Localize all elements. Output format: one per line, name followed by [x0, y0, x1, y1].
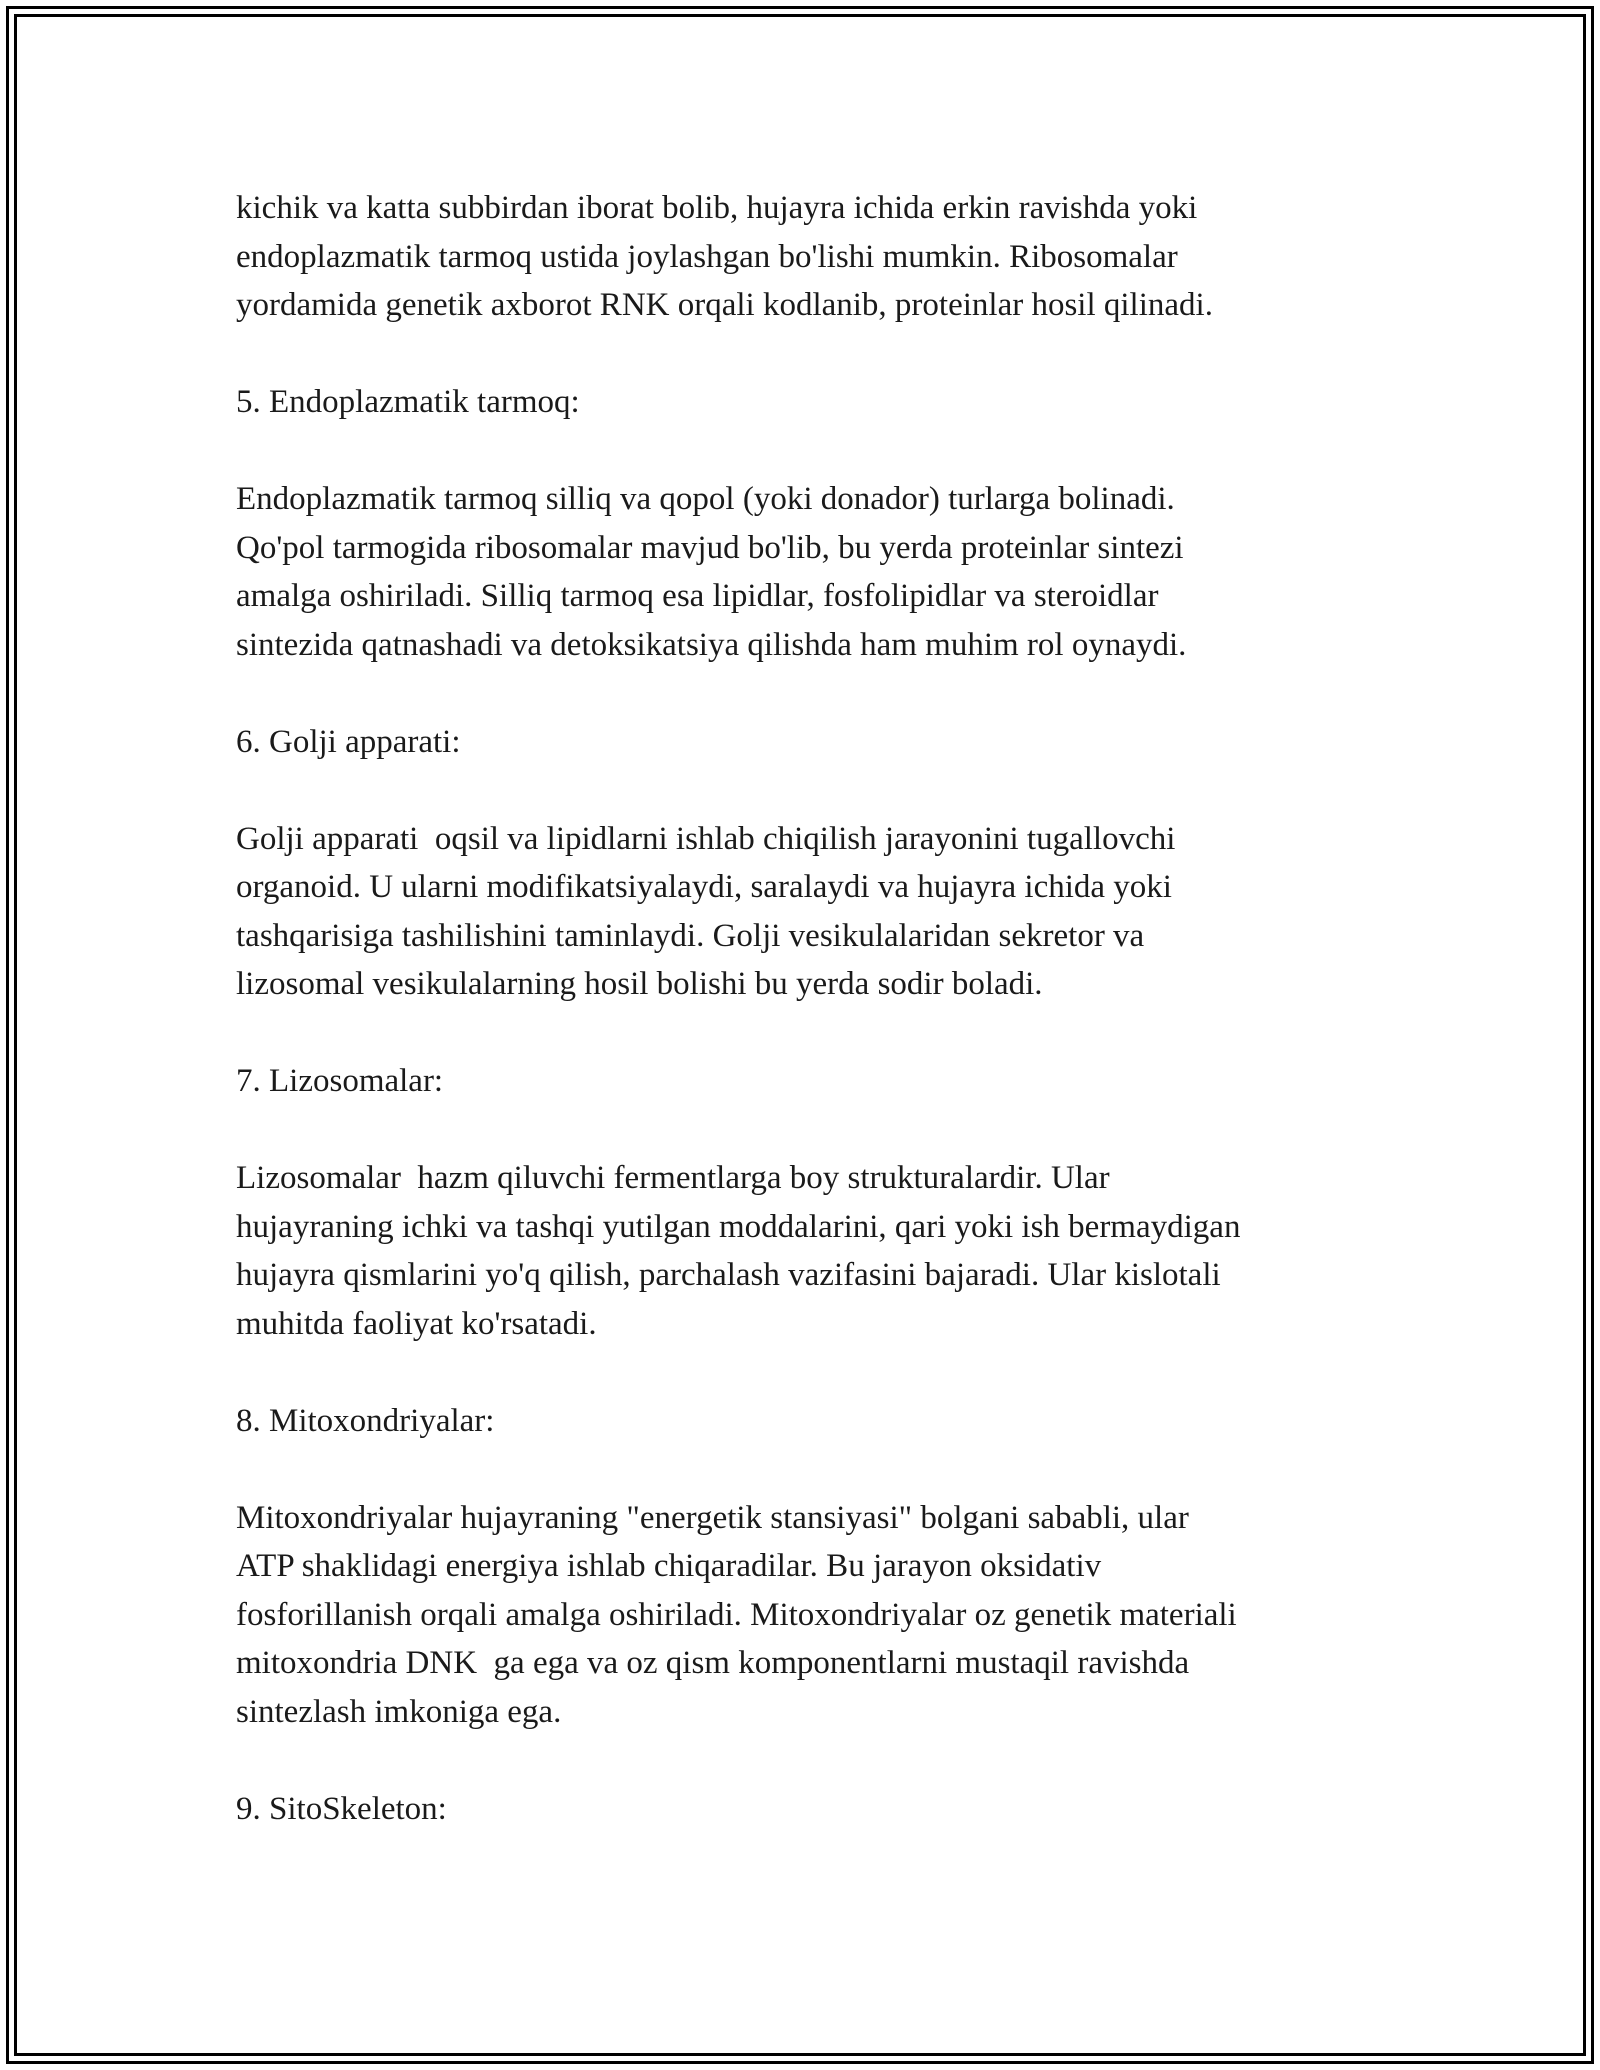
text-line: hujayraning ichki va tashqi yutilgan moddalarini, qari yoki ish bermaydigan [236, 1208, 1241, 1245]
text-line: yordamida genetik axborot RNK orqali kodlanib, proteinlar hosil qilinadi. [236, 287, 1213, 323]
section-heading: 9. SitoSkeleton: [236, 1790, 447, 1827]
section-heading: 7. Lizosomalar: [236, 1063, 444, 1099]
paragraph-gap [236, 1106, 1386, 1155]
mitochondria-paragraph [236, 1494, 1386, 1737]
text-line: lizosomal vesikulalarning hosil bolishi bu yerda sodir boladi. [236, 966, 1043, 1002]
paragraph-gap [236, 669, 1386, 718]
paragraph-gap [236, 1009, 1386, 1058]
text-line: hujayra qismlarini yo'q qilish, parchalash vazifasini bajaradi. Ular kislotali [236, 1257, 1221, 1293]
text-line: Golji apparati oqsil va lipidlarni ishlab chiqilish jarayonini tugallovchi [236, 820, 1176, 857]
section-heading: 6. Golji apparati: [236, 723, 461, 760]
ribosome-paragraph-continued [236, 184, 1386, 330]
text-line: tashqarisiga tashilishini taminlaydi. Golji vesikulalaridan sekretor va [236, 917, 1145, 954]
text-line: kichik va katta subbirdan iborat bolib, hujayra ichida erkin ravishda yoki [236, 190, 1198, 226]
heading-mitochondria [236, 1397, 1386, 1446]
text-line: Lizosomalar hazm qiluvchi fermentlarga boy strukturalardir. Ular [236, 1160, 1110, 1196]
text-line: organoid. U ularni modifikatsiyalaydi, saralaydi va hujayra ichida yoki [236, 869, 1172, 905]
text-line: ATP shaklidagi energiya ishlab chiqaradilar. Bu jarayon oksidativ [236, 1548, 1102, 1584]
text-line: Qo'pol tarmogida ribosomalar mavjud bo'lib, bu yerda proteinlar sintezi [236, 529, 1184, 566]
text-line: amalga oshiriladi. Silliq tarmoq esa lipidlar, fosfolipidlar va steroidlar [236, 578, 1159, 614]
text-line: Mitoxondriyalar hujayraning "energetik stansiyasi" bolgani sababli, ular [236, 1499, 1189, 1536]
paragraph-gap [236, 1736, 1386, 1785]
text-line: muhitda faoliyat ko'rsatadi. [236, 1305, 597, 1342]
section-heading: 5. Endoplazmatik tarmoq: [236, 384, 580, 420]
text-line: sintezlash imkoniga ega. [236, 1693, 562, 1730]
paragraph-gap [236, 1348, 1386, 1397]
text-line: Endoplazmatik tarmoq silliq va qopol (yoki donador) turlarga bolinadi. [236, 481, 1175, 517]
text-line: fosforillanish orqali amalga oshiriladi. Mitoxondriyalar oz genetik materiali [236, 1596, 1237, 1633]
golgi-apparatus-paragraph [236, 815, 1386, 1009]
paragraph-gap [236, 330, 1386, 379]
heading-cytoskeleton [236, 1785, 1386, 1834]
document-body [236, 184, 1386, 1833]
text-line: mitoxondria DNK ga ega va oz qism komponentlarni mustaqil ravishda [236, 1645, 1190, 1681]
heading-endoplasmic-reticulum [236, 378, 1386, 427]
lysosomes-paragraph [236, 1154, 1386, 1348]
paragraph-gap [236, 427, 1386, 476]
heading-golgi-apparatus [236, 718, 1386, 767]
section-heading: 8. Mitoxondriyalar: [236, 1402, 495, 1439]
text-line: endoplazmatik tarmoq ustida joylashgan bo'lishi mumkin. Ribosomalar [236, 238, 1178, 275]
paragraph-gap [236, 1445, 1386, 1494]
endoplasmic-reticulum-paragraph [236, 475, 1386, 669]
text-line: sintezida qatnashadi va detoksikatsiya qilishda ham muhim rol oynaydi. [236, 626, 1187, 663]
heading-lysosomes [236, 1057, 1386, 1106]
paragraph-gap [236, 766, 1386, 815]
